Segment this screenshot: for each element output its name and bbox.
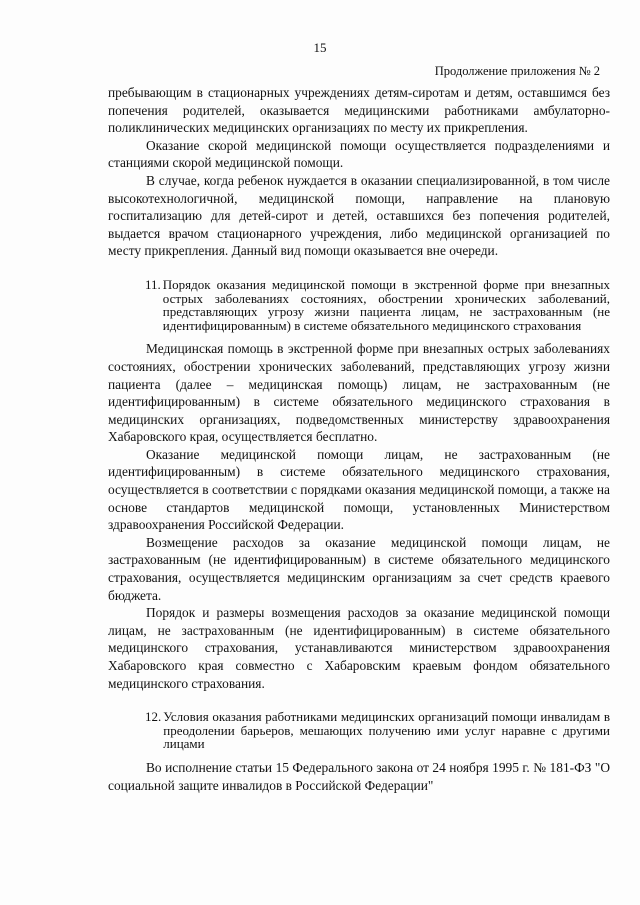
section-12-heading	[108, 710, 610, 751]
section-11-title: Порядок оказания медицинской помощи в экстренной форме при внезапных острых заболеваниях состояниях, обострении хронических заболеваний, представляющих угрозу жизни пациента лицам, не застрахованным (не идентифицированным) в системе обязательного медицинского страхования	[162, 276, 610, 333]
appendix-continuation-note: Продолжение приложения № 2	[434, 64, 600, 78]
paragraph-emergency-free: Медицинская помощь в экстренной форме при внезапных острых заболеваниях состояниях, обострении хронических заболеваний, представляющих угрозу жизни пациента (далее – медицинская помощь) лицам, не застрахованным (не идентифицированным) в системе обязательного медицинского страхования в медицинских организациях, подведомственных министерству здравоохранения Хабаровского края, осуществляется бесплатно.	[108, 341, 610, 445]
paragraph-federal-law: Во исполнение статьи 15 Федерального закона от 24 ноября 1995 г. № 181-ФЗ "О социальной защите инвалидов в Российской Федерации"	[108, 759, 610, 793]
paragraph-orphans-care: пребывающим в стационарных учреждениях детям-сиротам и детям, оставшимся без попечения родителей, оказывается медицинскими работниками амбулаторно-поликлинических медицинских организациях по месту их прикрепления.	[108, 85, 610, 136]
page-number: 15	[313, 40, 327, 55]
section-11-number: 11.	[145, 276, 161, 292]
paragraph-reimbursement-procedure: Порядок и размеры возмещения расходов за оказание медицинской помощи лицам, не застрахованным (не идентифицированным) в системе обязательного медицинского страхования, устанавливаются министерством здравоохранения Хабаровского края совместно с Хабаровским краевым фондом обязательного медицинского страхования.	[108, 605, 610, 691]
paragraph-cost-reimbursement: Возмещение расходов за оказание медицинской помощи лицам, не застрахованным (не идентифицированным) в системе обязательного медицинского страхования, осуществляется медицинским организациям за счет средств краевого бюджета.	[108, 534, 610, 603]
section-12-title: Условия оказания работниками медицинских организаций помощи инвалидам в преодолении барьеров, мешающих получению ими услуг наравне с другими лицами	[163, 709, 610, 752]
paragraph-specialized-care: В случае, когда ребенок нуждается в оказании специализированной, в том числе высокотехнологичной, медицинской помощи, направление на плановую госпитализацию для детей-сирот и детей, оставшихся без попечения родителей, выдается врачом стационарного учреждения, либо медицинской организацией по месту прикрепления. Данный вид помощи оказывается вне очереди.	[108, 172, 610, 259]
paragraph-emergency-care: Оказание скорой медицинской помощи осуществляется подразделениями и станциями скорой медицинской помощи.	[108, 137, 610, 171]
paragraph-care-standards: Оказание медицинской помощи лицам, не застрахованным (не идентифицированным) в системе обязательного медицинского страхования, осуществляется в соответствии с порядками оказания медицинской помощи, а также на основе стандартов медицинской помощи, установленных Министерством здравоохранения Российской Федерации.	[108, 446, 610, 533]
section-11-heading	[108, 278, 610, 332]
section-12-number: 12.	[145, 709, 162, 725]
document-body	[108, 84, 610, 794]
